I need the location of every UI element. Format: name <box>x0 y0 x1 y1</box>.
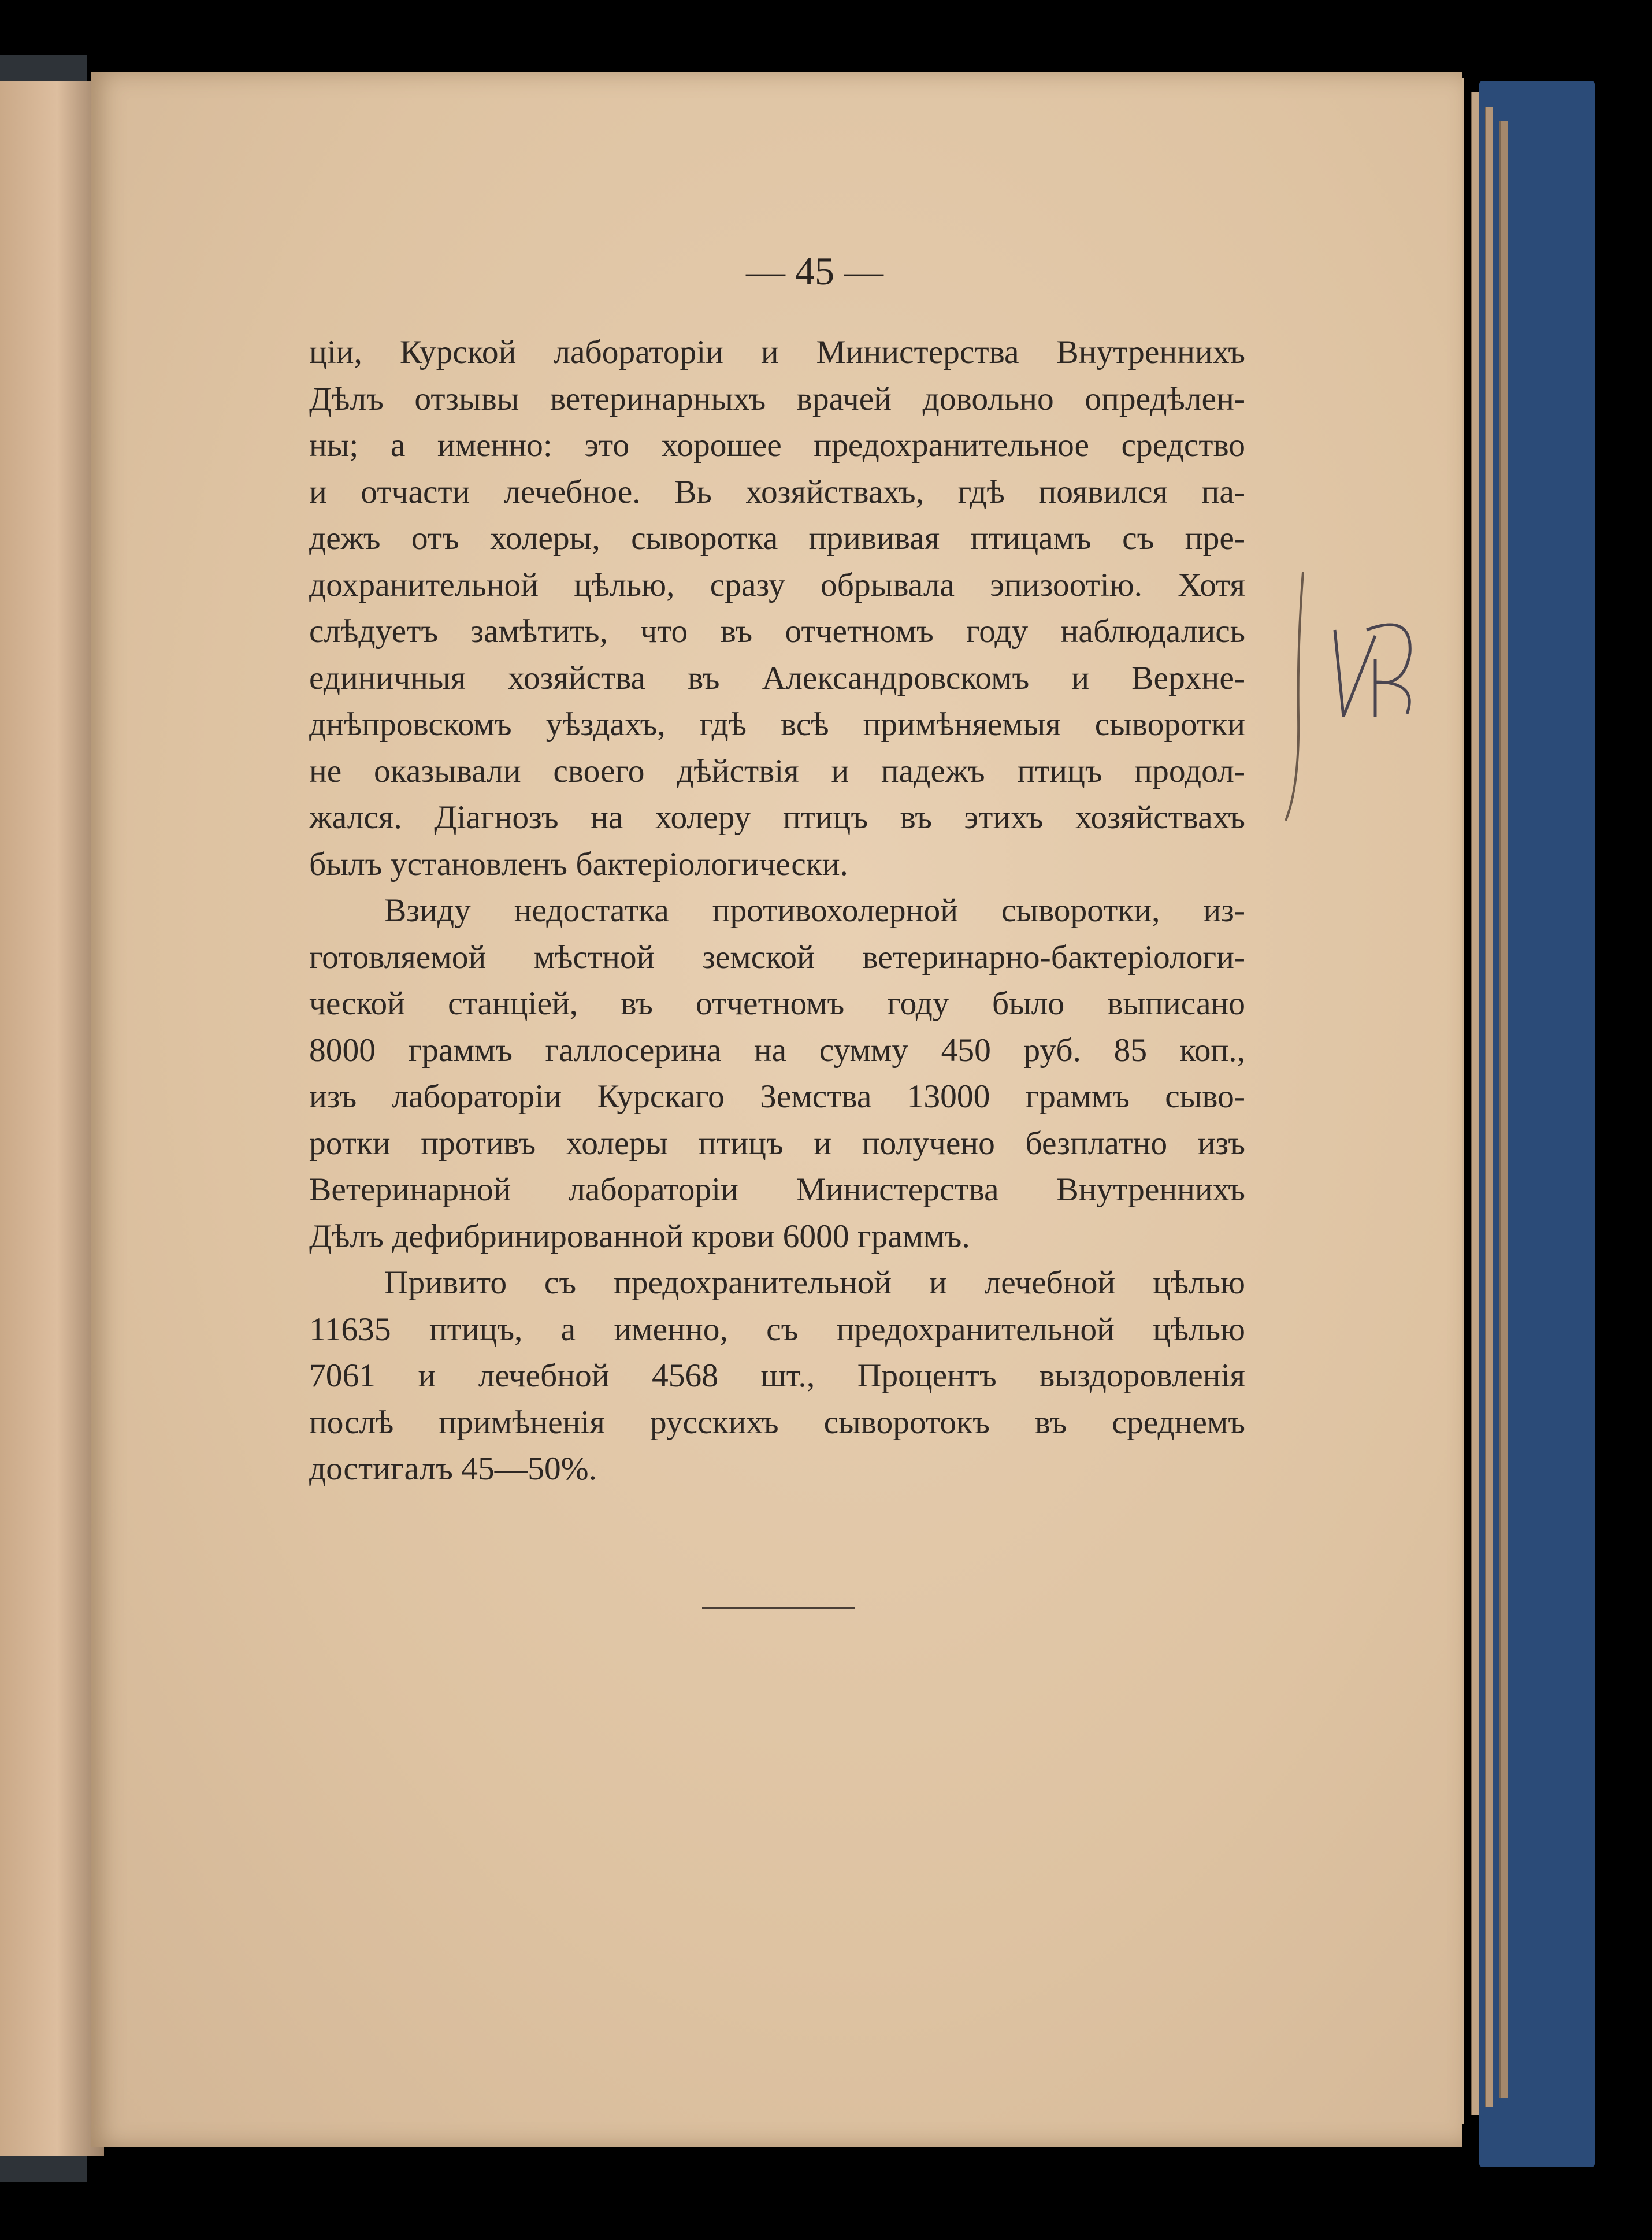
text-line: днѣпровскомъ уѣздахъ, гдѣ всѣ примѣняемыя сыворотки <box>309 706 1245 743</box>
page-edge <box>1471 92 1479 2115</box>
text-line: изъ лабораторіи Курскаго Земства 13000 граммъ сыво- <box>309 1078 1245 1115</box>
text-line: не оказывали своего дѣйствія и падежъ птицъ продол- <box>309 752 1245 789</box>
section-divider <box>702 1607 855 1609</box>
text-line: и отчасти лечебное. Вь хозяйствахъ, гдѣ появился па- <box>309 473 1245 510</box>
text-line: Ветеринарной лабораторіи Министерства Внутреннихъ <box>309 1171 1245 1208</box>
handwritten-margin-mark <box>1280 566 1430 832</box>
text-line: готовляемой мѣстной земской ветеринарно-бактеріологи- <box>309 939 1245 976</box>
page-edge <box>1485 107 1493 2107</box>
text-line: дохранительной цѣлью, сразу обрывала эпизоотію. Хотя <box>309 566 1245 603</box>
text-line: Привито съ предохранительной и лечебной цѣлью <box>384 1264 1245 1301</box>
text-line: 11635 птицъ, а именно, съ предохранительной цѣлью <box>309 1311 1245 1348</box>
text-line: Взиду недостатка противохолерной сыворотки, из- <box>384 892 1245 929</box>
text-line: достигалъ 45—50%. <box>309 1451 597 1487</box>
text-line: ротки противъ холеры птицъ и получено безплатно изъ <box>309 1125 1245 1162</box>
page-number: — 45 — <box>746 249 883 293</box>
text-line: единичныя хозяйства въ Александровскомъ и Верхне- <box>309 659 1245 696</box>
text-line: жался. Діагнозъ на холеру птицъ въ этихъ хозяйствахъ <box>309 799 1245 836</box>
text-line: былъ установленъ бактеріологически. <box>309 845 848 882</box>
text-line: слѣдуетъ замѣтить, что въ отчетномъ году наблюдались <box>309 613 1245 650</box>
text-line: Дѣлъ дефибринированной крови 6000 граммъ. <box>309 1218 970 1255</box>
text-line: дежъ отъ холеры, сыворотка прививая птицамъ съ пре- <box>309 520 1245 557</box>
left-page-edge <box>0 81 104 2156</box>
book-cover <box>1479 81 1595 2167</box>
text-line: ціи, Курской лабораторіи и Министерства Внутреннихъ <box>309 334 1245 370</box>
text-line: 8000 граммъ галлосерина на сумму 450 руб. 85 коп., <box>309 1032 1245 1069</box>
text-line: 7061 и лечебной 4568 шт., Процентъ выздоровленія <box>309 1358 1245 1394</box>
page-edge <box>1499 121 1508 2098</box>
text-line: послѣ примѣненія русскихъ сыворотокъ въ среднемъ <box>309 1404 1245 1441</box>
text-line: Дѣлъ отзывы ветеринарныхъ врачей довольно опредѣлен- <box>309 380 1245 417</box>
text-line: ны; а именно: это хорошее предохранительное средство <box>309 427 1245 463</box>
text-line: ческой станціей, въ отчетномъ году было выписано <box>309 985 1245 1022</box>
body-text <box>309 329 1245 1493</box>
